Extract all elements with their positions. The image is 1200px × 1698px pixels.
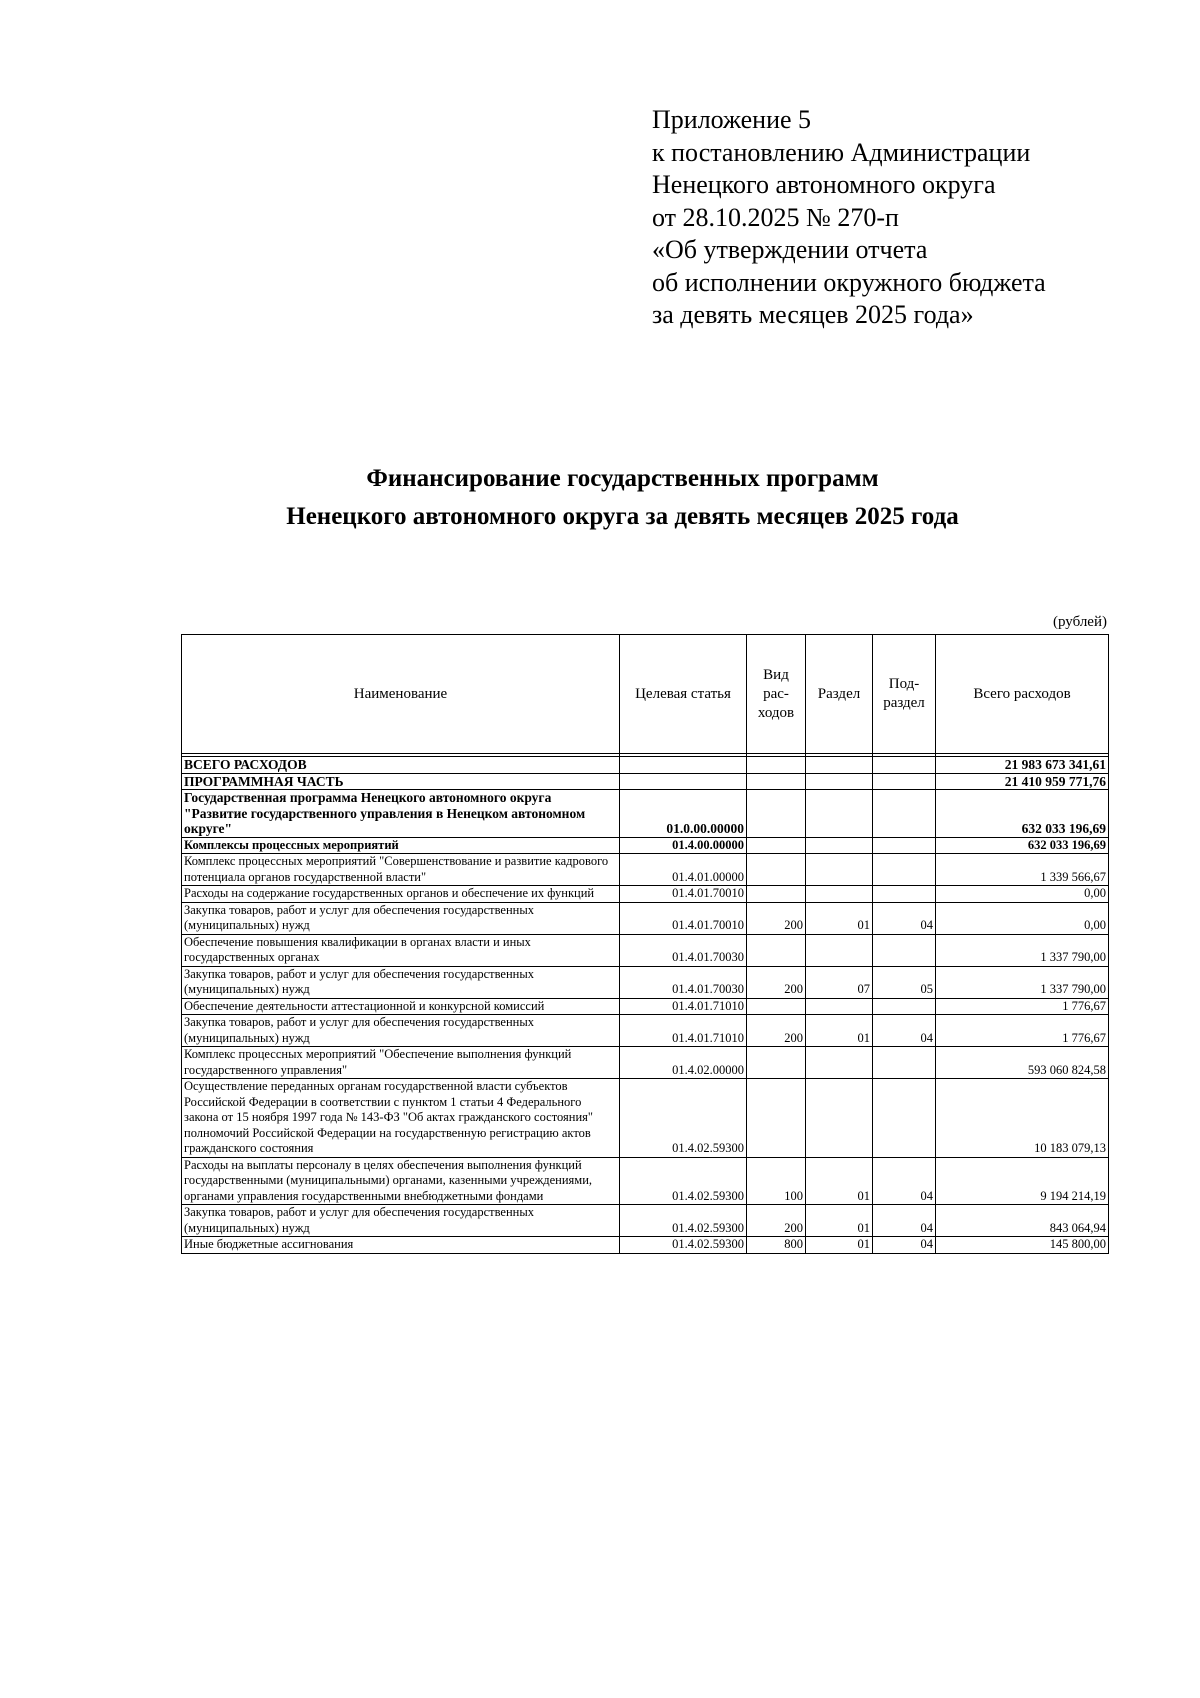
cell-name: Иные бюджетные ассигнования [182, 1237, 620, 1254]
cell-vid [747, 837, 806, 854]
cell-podrazdel: 04 [873, 902, 936, 934]
header-total: Всего расходов [936, 635, 1109, 754]
cell-podrazdel [873, 1079, 936, 1158]
cell-name: Обеспечение деятельности аттестационной и конкурсной комиссий [182, 998, 620, 1015]
cell-total: 1 776,67 [936, 998, 1109, 1015]
units-label: (рублей) [1052, 614, 1107, 630]
table-row [182, 1079, 1109, 1158]
cell-total: 1 339 566,67 [936, 854, 1109, 886]
cell-vid [747, 998, 806, 1015]
cell-vid [747, 790, 806, 838]
cell-name: Закупка товаров, работ и услуг для обеспечения государственных (муниципальных) нужд [182, 966, 620, 998]
cell-podrazdel: 04 [873, 1237, 936, 1254]
cell-podrazdel [873, 1047, 936, 1079]
header-razdel: Раздел [806, 635, 873, 754]
cell-total: 21 410 959 771,76 [936, 773, 1109, 790]
cell-name: Осуществление переданных органам государственной власти субъектов Российской Федерации в соответствии с пунктом 1 статьи 4 Федерального закона от 15 ноября 1997 года № 143-ФЗ "Об актах гражданского состояния" полномочий Российской Федерации на государственную регистрацию актов гражданского состояния [182, 1079, 620, 1158]
cell-podrazdel: 04 [873, 1205, 936, 1237]
title-line-1: Финансирование государственных программ [366, 465, 879, 492]
budget-table [181, 634, 1109, 1254]
cell-podrazdel [873, 790, 936, 838]
cell-name: Государственная программа Ненецкого автономного округа "Развитие государственного управления в Ненецком автономном округе" [182, 790, 620, 838]
cell-target: 01.4.01.70010 [620, 886, 747, 903]
cell-target: 01.4.01.71010 [620, 1015, 747, 1047]
cell-target [620, 757, 747, 774]
cell-target: 01.0.00.00000 [620, 790, 747, 838]
cell-vid: 800 [747, 1237, 806, 1254]
cell-name: Комплекс процессных мероприятий "Совершенствование и развитие кадрового потенциала органов государственной власти" [182, 854, 620, 886]
cell-razdel: 01 [806, 1205, 873, 1237]
appendix-line: от 28.10.2025 № 270-п [652, 202, 899, 232]
cell-vid: 200 [747, 1015, 806, 1047]
cell-total: 1 337 790,00 [936, 966, 1109, 998]
cell-name: Обеспечение повышения квалификации в органах власти и иных государственных органах [182, 934, 620, 966]
table-header-row [182, 635, 1109, 754]
cell-name: Закупка товаров, работ и услуг для обеспечения государственных (муниципальных) нужд [182, 1205, 620, 1237]
cell-total: 843 064,94 [936, 1205, 1109, 1237]
cell-razdel [806, 837, 873, 854]
cell-total: 21 983 673 341,61 [936, 757, 1109, 774]
cell-podrazdel: 05 [873, 966, 936, 998]
table-row [182, 966, 1109, 998]
cell-razdel [806, 790, 873, 838]
cell-podrazdel [873, 837, 936, 854]
cell-podrazdel [873, 773, 936, 790]
cell-target: 01.4.02.59300 [620, 1237, 747, 1254]
cell-razdel: 07 [806, 966, 873, 998]
cell-total: 1 337 790,00 [936, 934, 1109, 966]
appendix-line: к постановлению Администрации [652, 137, 1031, 167]
cell-razdel [806, 757, 873, 774]
cell-target: 01.4.01.70030 [620, 966, 747, 998]
table-row [182, 1015, 1109, 1047]
header-target: Целевая статья [620, 635, 747, 754]
cell-vid: 200 [747, 902, 806, 934]
table-row [182, 854, 1109, 886]
cell-podrazdel [873, 998, 936, 1015]
cell-razdel [806, 1047, 873, 1079]
cell-total: 1 776,67 [936, 1015, 1109, 1047]
cell-vid [747, 886, 806, 903]
cell-vid [747, 934, 806, 966]
cell-total: 145 800,00 [936, 1237, 1109, 1254]
cell-razdel: 01 [806, 1237, 873, 1254]
cell-razdel: 01 [806, 902, 873, 934]
cell-total: 9 194 214,19 [936, 1157, 1109, 1205]
cell-vid [747, 1047, 806, 1079]
header-vid: Вид рас- ходов [747, 635, 806, 754]
table-row [182, 934, 1109, 966]
table-row [182, 1157, 1109, 1205]
cell-total: 0,00 [936, 902, 1109, 934]
cell-target: 01.4.02.00000 [620, 1047, 747, 1079]
cell-podrazdel [873, 886, 936, 903]
cell-name: Закупка товаров, работ и услуг для обеспечения государственных (муниципальных) нужд [182, 1015, 620, 1047]
appendix-line: об исполнении окружного бюджета [652, 267, 1046, 297]
document-title [0, 460, 1200, 536]
cell-podrazdel [873, 757, 936, 774]
table-row [182, 757, 1109, 774]
cell-target: 01.4.00.00000 [620, 837, 747, 854]
cell-razdel: 01 [806, 1157, 873, 1205]
cell-vid [747, 773, 806, 790]
cell-podrazdel: 04 [873, 1157, 936, 1205]
table-row [182, 1237, 1109, 1254]
appendix-line: Приложение 5 [652, 105, 812, 134]
cell-target: 01.4.01.70030 [620, 934, 747, 966]
cell-vid [747, 1079, 806, 1158]
cell-name: Комплекс процессных мероприятий "Обеспечение выполнения функций государственного управления" [182, 1047, 620, 1079]
cell-target: 01.4.02.59300 [620, 1157, 747, 1205]
cell-razdel [806, 934, 873, 966]
table-row [182, 998, 1109, 1015]
cell-name: ПРОГРАММНАЯ ЧАСТЬ [182, 773, 620, 790]
cell-razdel: 01 [806, 1015, 873, 1047]
cell-vid: 100 [747, 1157, 806, 1205]
cell-podrazdel [873, 854, 936, 886]
cell-podrazdel [873, 934, 936, 966]
appendix-header [652, 104, 1172, 332]
table-row [182, 1205, 1109, 1237]
cell-razdel [806, 886, 873, 903]
cell-target: 01.4.02.59300 [620, 1079, 747, 1158]
cell-target: 01.4.01.00000 [620, 854, 747, 886]
cell-name: Расходы на содержание государственных органов и обеспечение их функций [182, 886, 620, 903]
cell-total: 632 033 196,69 [936, 790, 1109, 838]
cell-target: 01.4.01.71010 [620, 998, 747, 1015]
cell-name: ВСЕГО РАСХОДОВ [182, 757, 620, 774]
cell-name: Комплексы процессных мероприятий [182, 837, 620, 854]
cell-total: 593 060 824,58 [936, 1047, 1109, 1079]
table-row [182, 1047, 1109, 1079]
header-name: Наименование [182, 635, 620, 754]
cell-target: 01.4.02.59300 [620, 1205, 747, 1237]
cell-total: 0,00 [936, 886, 1109, 903]
cell-vid [747, 757, 806, 774]
cell-target [620, 773, 747, 790]
cell-target: 01.4.01.70010 [620, 902, 747, 934]
cell-name: Расходы на выплаты персоналу в целях обеспечения выполнения функций государственными (муниципальными) органами, казенными учреждениями, органами управления государственными внебюджетными фондами [182, 1157, 620, 1205]
cell-podrazdel: 04 [873, 1015, 936, 1047]
appendix-line: за девять месяцев 2025 года» [652, 300, 974, 329]
appendix-line: Ненецкого автономного округа [652, 170, 996, 199]
appendix-line: «Об утверждении отчета [652, 235, 928, 264]
cell-total: 632 033 196,69 [936, 837, 1109, 854]
table-row [182, 886, 1109, 903]
cell-vid [747, 854, 806, 886]
cell-razdel [806, 854, 873, 886]
cell-razdel [806, 998, 873, 1015]
cell-razdel [806, 773, 873, 790]
cell-razdel [806, 1079, 873, 1158]
cell-vid: 200 [747, 1205, 806, 1237]
cell-total: 10 183 079,13 [936, 1079, 1109, 1158]
table-row [182, 790, 1109, 838]
table-row [182, 902, 1109, 934]
table-row [182, 837, 1109, 854]
table-row [182, 773, 1109, 790]
title-line-2: Ненецкого автономного округа за девять месяцев 2025 года [286, 503, 959, 530]
cell-vid: 200 [747, 966, 806, 998]
cell-name: Закупка товаров, работ и услуг для обеспечения государственных (муниципальных) нужд [182, 902, 620, 934]
header-podrazdel: Под- раздел [873, 635, 936, 754]
table-body [182, 757, 1109, 1254]
